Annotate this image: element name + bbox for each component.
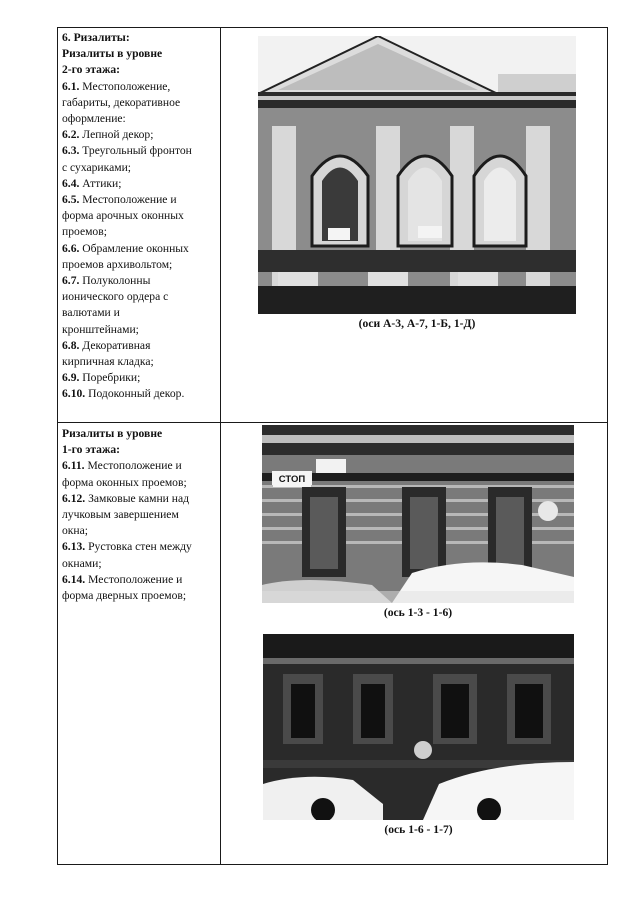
item-text: Местоположение и: [79, 193, 177, 207]
list-item-line: [62, 273, 218, 289]
item-number: 6.5.: [62, 193, 80, 207]
facade-2nd-floor-photo: [258, 36, 576, 314]
item-text: проемов;: [62, 225, 107, 239]
table-border-top: [57, 27, 608, 28]
subheading-line2: 2-го этажа:: [62, 63, 121, 77]
subheading-line1: Ризалиты в уровне: [62, 427, 163, 440]
table-border-left: [57, 27, 58, 865]
item-number: 6.2.: [62, 128, 80, 142]
list-item-line: [62, 241, 218, 257]
item-text: Обрамление оконных: [79, 241, 189, 255]
list-item-line: [62, 338, 218, 354]
row2-description: [62, 426, 218, 604]
table-divider-vertical: [220, 27, 221, 865]
item-text: кирпичная кладка;: [62, 355, 154, 369]
list-item-line: [62, 257, 218, 273]
item-number: 6.8.: [62, 338, 80, 352]
list-item-line: [62, 458, 218, 474]
list-item-line: [62, 127, 218, 143]
list-item-line: [62, 79, 218, 95]
item-text: проемов архивольтом;: [62, 257, 173, 271]
subheading-line1: Ризалиты в уровне: [62, 47, 163, 61]
list-item-line: [62, 523, 218, 539]
list-item-line: [62, 322, 218, 338]
list-item-line: [62, 491, 218, 507]
item-text: Полуколонны: [79, 274, 151, 288]
list-item-line: [62, 588, 218, 604]
item-text: форма оконных проемов;: [62, 475, 187, 489]
item-text: Местоположение и: [85, 572, 183, 586]
list-item-line: [62, 386, 218, 402]
caption-axis-1-6-1-7: (ось 1-6 - 1-7): [384, 823, 453, 836]
item-number: 6.7.: [62, 274, 80, 288]
item-number: 6.12.: [62, 491, 86, 505]
facade-1st-floor-photo-a: [262, 425, 574, 603]
table-border-bottom: [57, 864, 608, 865]
item-text: Аттики;: [79, 176, 122, 190]
list-item-line: [62, 143, 218, 159]
list-item-line: [62, 556, 218, 572]
item-list: [62, 79, 218, 403]
list-item-line: [62, 354, 218, 370]
caption-facade-2nd-floor: (оси А-3, А-7, 1-Б, 1-Д): [358, 317, 476, 330]
list-item-line: [62, 507, 218, 523]
item-text: форма дверных проемов;: [62, 589, 187, 603]
item-text: Подоконный декор.: [85, 387, 185, 401]
item-number: 6.4.: [62, 176, 80, 190]
item-text: Лепной декор;: [79, 128, 154, 142]
item-list: [62, 458, 218, 604]
item-text: Замковые камни над: [85, 491, 190, 505]
item-text: габариты, декоративное: [62, 95, 181, 109]
item-text: оформление:: [62, 112, 126, 126]
row1-description: [62, 30, 218, 403]
item-text: ионического ордера с: [62, 290, 169, 304]
item-text: с сухариками;: [62, 160, 131, 174]
list-item-line: [62, 289, 218, 305]
facade-1st-floor-photo-b: [263, 634, 574, 820]
item-text: Треугольный фронтон: [79, 144, 192, 158]
item-number: 6.1.: [62, 79, 80, 93]
list-item-line: [62, 224, 218, 240]
section-heading: 6. Ризалиты:: [62, 31, 130, 44]
item-number: 6.13.: [62, 540, 86, 554]
list-item-line: [62, 572, 218, 588]
list-item-line: [62, 192, 218, 208]
list-item-line: [62, 305, 218, 321]
stop-sign-text: СТОП: [273, 473, 311, 487]
table-row-divider: [57, 422, 608, 423]
subheading-line2: 1-го этажа:: [62, 443, 121, 457]
item-text: Местоположение,: [79, 79, 171, 93]
item-text: валютами и: [62, 306, 120, 320]
item-number: 6.10.: [62, 387, 86, 401]
list-item-line: [62, 111, 218, 127]
item-text: Декоративная: [79, 338, 151, 352]
item-text: форма арочных оконных: [62, 209, 184, 223]
item-text: Поребрики;: [79, 371, 141, 385]
item-text: кронштейнами;: [62, 322, 139, 336]
item-number: 6.14.: [62, 572, 86, 586]
list-item-line: [62, 370, 218, 386]
list-item-line: [62, 475, 218, 491]
list-item-line: [62, 176, 218, 192]
item-number: 6.3.: [62, 144, 80, 158]
item-text: Местоположение и: [84, 459, 182, 473]
item-number: 6.9.: [62, 371, 80, 385]
item-text: окнами;: [62, 556, 102, 570]
list-item-line: [62, 160, 218, 176]
caption-axis-1-3-1-6: (ось 1-3 - 1-6): [383, 606, 453, 619]
item-number: 6.6.: [62, 241, 80, 255]
list-item-line: [62, 95, 218, 111]
list-item-line: [62, 208, 218, 224]
item-text: Рустовка стен между: [85, 540, 192, 554]
item-text: лучковым завершением: [62, 508, 179, 522]
item-number: 6.11.: [62, 459, 85, 473]
table-border-right: [607, 27, 608, 865]
list-item-line: [62, 539, 218, 555]
item-text: окна;: [62, 524, 89, 538]
